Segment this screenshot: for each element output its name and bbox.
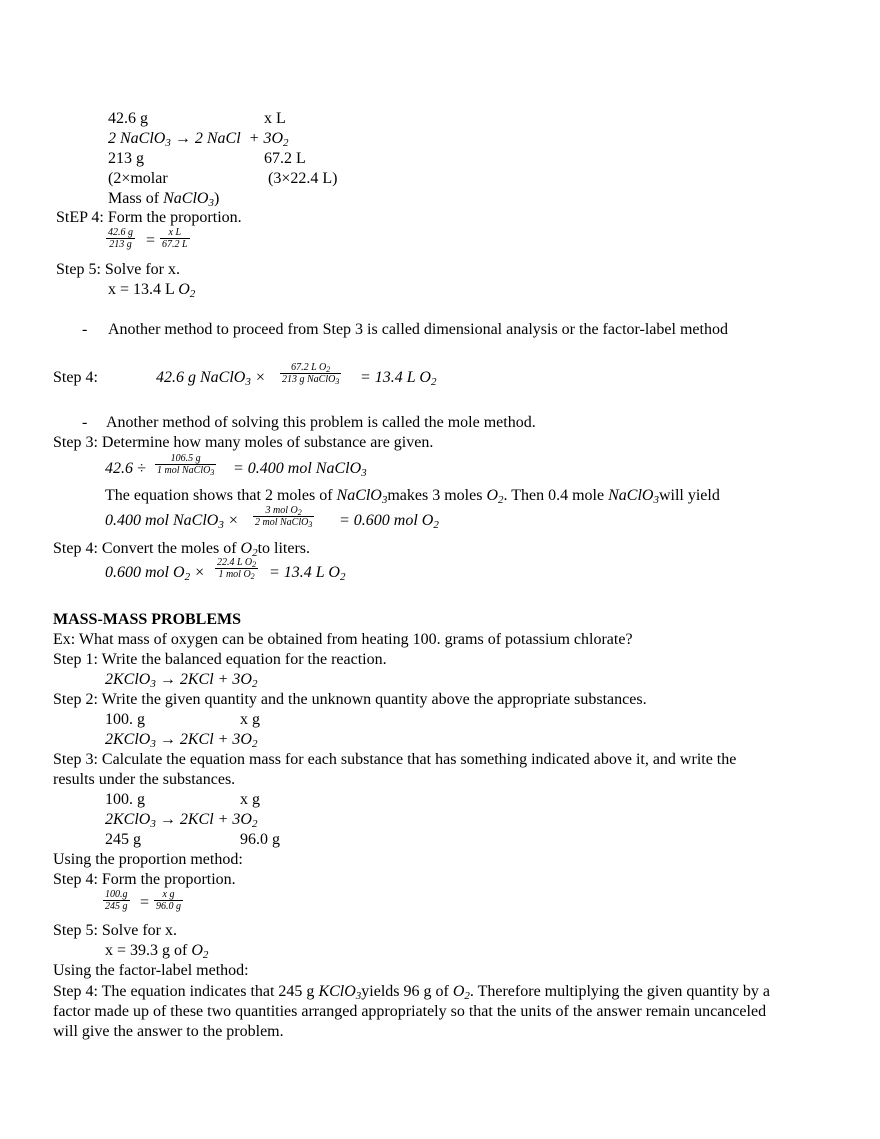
proportion-2-left-fraction: $\frac{100.g}{245 g}$: [105, 889, 128, 912]
mole-equation-1: [105, 452, 405, 486]
proportion-1-left-fraction: $\frac{42.6 g}{213 g}$: [108, 227, 133, 250]
volume-672-label: 67.2 L: [264, 150, 306, 167]
mm-step1: Step 1: Write the balanced equation for the reaction.: [53, 651, 387, 668]
unknown-volume-label: x L: [264, 110, 286, 127]
mole-ratio-sentence: The equation shows that 2 moles of NaClO$_3$makes 3 moles $O_2$. Then 0.4 mole NaClO$_3$will yield: [105, 487, 720, 506]
mm-step4-proportion: Step 4: Form the proportion.: [53, 871, 236, 888]
mole-eq3-given: 0.600 mol $O_2$ ×: [105, 564, 205, 583]
proportion-1: [106, 227, 206, 257]
mm-step3-line2: results under the substances.: [53, 771, 236, 788]
mole-equation-2: [105, 504, 465, 538]
mm-equation-1: 2KClO$_3$ → $2KCl + 3O_2$: [105, 671, 258, 690]
mole-step3-label: Step 3: Determine how many moles of substance are given.: [53, 434, 434, 451]
mm-step2: Step 2: Write the given quantity and the unknown quantity above the appropriate substances.: [53, 691, 647, 708]
molar-note-left-2: Mass of NaClO$_3$): [108, 190, 220, 209]
mm-factor-label-method: Using the factor-label method:: [53, 962, 249, 979]
mole-eq3-result: = 13.4 L $O_2$: [269, 564, 346, 583]
mm-given-1: 100. g: [105, 711, 145, 728]
mm-mass-245: 245 g: [105, 831, 141, 848]
mole-eq3-fraction: 22.4 L $O_2$ 1 mol $O_2$: [217, 557, 257, 581]
bullet-text-mole-method: Another method of solving this problem is called the mole method.: [106, 414, 536, 431]
mole-equation-3: [105, 556, 405, 590]
dim-eq-result: = 13.4 L $O_2$: [360, 369, 437, 388]
mole-eq1-result: = 0.400 mol NaClO$_3$: [233, 460, 367, 479]
answer-13-4-L: x = 13.4 L $O_2$: [108, 281, 196, 300]
proportion-2: [103, 889, 203, 919]
dimensional-equation: [156, 360, 476, 394]
mm-step4-factor-label: Step 4: The equation indicates that 245 g KClO$_3$yields 96 g of $O_2$. Therefore multiplying the given quantity by a: [53, 983, 770, 1002]
mass-mass-example: Ex: What mass of oxygen can be obtained from heating 100. grams of potassium chlorate?: [53, 631, 633, 648]
mole-eq1-given: 42.6 ÷: [105, 460, 146, 477]
mole-step4-convert: Step 4: Convert the moles of $O_2to$ liters.: [53, 540, 311, 559]
step5-solve-x: Step 5: Solve for x.: [56, 261, 180, 278]
mm-step3-line1: Step 3: Calculate the equation mass for each substance that has something indicated above it, and write the: [53, 751, 737, 768]
mm-factor-line3: will give the answer to the problem.: [53, 1023, 284, 1040]
mm-equation-3: 2KClO$_3$ → $2KCl + 3O_2$: [105, 811, 258, 830]
proportion-1-equals: =: [146, 232, 156, 249]
mole-eq1-fraction: 106.5 g 1 mol NaClO$_3$: [157, 453, 215, 477]
mm-answer: x = 39.3 g of $O_2$: [105, 942, 209, 961]
dim-eq-given: 42.6 g NaClO$_3$ ×: [156, 369, 266, 388]
bullet-text-dimensional-analysis: Another method to proceed from Step 3 is called dimensional analysis or the factor-label method: [108, 321, 728, 338]
proportion-1-right-fraction: $\frac{\text{x L}}{67.2 L}$: [162, 227, 188, 250]
mm-equation-2: 2KClO$_3$ → $2KCl + 3O_2$: [105, 731, 258, 750]
proportion-2-right-fraction: $\frac{\text{x g}}{96.0 g}$: [156, 889, 181, 912]
dim-eq-fraction: 67.2 L $O_2$ 213 g NaClO$_3$: [282, 362, 340, 386]
mole-eq2-fraction: 3 mol $O_2$ 2 mol NaClO$_3$: [255, 505, 313, 529]
mm-proportion-method: Using the proportion method:: [53, 851, 243, 868]
proportion-2-equals: =: [140, 894, 150, 911]
mm-factor-line2: factor made up of these two quantities arranged appropriately so that the units of the answer remain uncanceled: [53, 1003, 767, 1020]
mass-mass-heading: MASS-MASS PROBLEMS: [53, 611, 242, 628]
mole-eq2-given: 0.400 mol NaClO$_3$ ×: [105, 512, 239, 531]
molar-note-left: (2×molar: [108, 170, 168, 187]
mm-step5: Step 5: Solve for x.: [53, 922, 177, 939]
molar-note-right: (3×22.4 L): [268, 170, 338, 187]
mm-unknown-2: x g: [240, 791, 260, 808]
dimensional-step4-label: Step 4:: [53, 369, 98, 386]
mole-eq2-result: = 0.600 mol $O_2$: [339, 512, 439, 531]
bullet-dash-1: -: [82, 321, 88, 338]
mass-213-label: 213 g: [108, 150, 144, 167]
mm-unknown-1: x g: [240, 711, 260, 728]
bullet-dash-2: -: [82, 414, 88, 431]
mm-mass-96: 96.0 g: [240, 831, 280, 848]
mm-given-2: 100. g: [105, 791, 145, 808]
step4-form-proportion: StEP 4: Form the proportion.: [56, 209, 242, 226]
given-mass-label: 42.6 g: [108, 110, 148, 127]
equation-naclo3: 2 NaClO$_3$ → 2 NaCl + $3O_2$: [108, 130, 289, 149]
